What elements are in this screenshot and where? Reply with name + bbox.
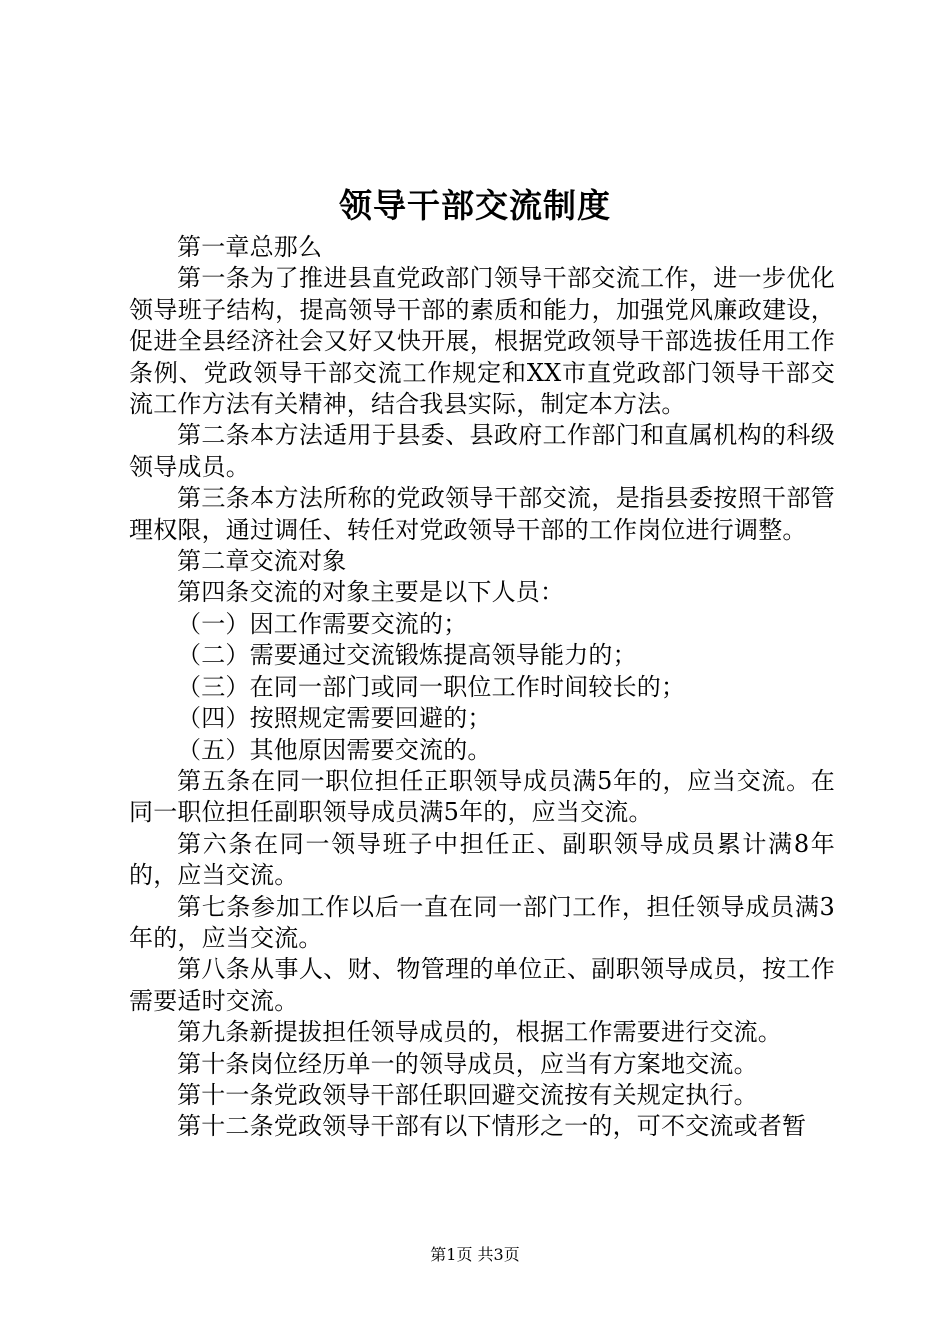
document-body — [129, 232, 835, 1143]
paragraph-article-7: 第七条参加工作以后一直在同一部门工作，担任领导成员满3年的，应当交流。 — [129, 892, 835, 952]
paragraph-article-11: 第十一条党政领导干部任职回避交流按有关规定执行。 — [177, 1080, 758, 1109]
list-item-5: （五）其他原因需要交流的。 — [177, 735, 492, 764]
document-title: 领导干部交流制度 — [339, 186, 611, 225]
paragraph-article-12: 第十二条党政领导干部有以下情形之一的，可不交流或者暂 — [177, 1112, 807, 1141]
page-number-footer: 第1页 共3页 — [430, 1245, 520, 1264]
list-item-1: （一）因工作需要交流的； — [177, 609, 468, 638]
paragraph-article-3: 第三条本方法所称的党政领导干部交流，是指县委按照干部管理权限，通过调任、转任对党政领导干部的工作岗位进行调整。 — [129, 484, 835, 544]
paragraph-article-8: 第八条从事人、财、物管理的单位正、副职领导成员，按工作需要适时交流。 — [129, 955, 835, 1015]
paragraph-article-2: 第二条本方法适用于县委、县政府工作部门和直属机构的科级领导成员。 — [129, 421, 835, 481]
paragraph-article-10: 第十条岗位经历单一的领导成员，应当有方案地交流。 — [177, 1049, 758, 1078]
paragraph-article-1: 第一条为了推进县直党政部门领导干部交流工作，进一步优化领导班子结构，提高领导干部的素质和能力，加强党风廉政建设，促进全县经济社会又好又快开展，根据党政领导干部选拔任用工作条例、党政领导干部交流工作规定和XX市直党政部门领导干部交流工作方法有关精神，结合我县实际，制定本方法。 — [129, 264, 835, 419]
paragraph-article-4: 第四条交流的对象主要是以下人员： — [177, 578, 565, 607]
paragraph-chapter-2: 第二章交流对象 — [177, 547, 347, 576]
paragraph-article-5: 第五条在同一职位担任正职领导成员满5年的，应当交流。在同一职位担任副职领导成员满5年的，应当交流。 — [129, 766, 835, 827]
list-item-2: （二）需要通过交流锻炼提高领导能力的； — [177, 641, 637, 670]
paragraph-article-6: 第六条在同一领导班子中担任正、副职领导成员累计满8年的，应当交流。 — [129, 829, 835, 890]
paragraph-chapter-1: 第一章总那么 — [177, 233, 323, 261]
paragraph-article-9: 第九条新提拔担任领导成员的，根据工作需要进行交流。 — [177, 1018, 782, 1047]
list-item-4: （四）按照规定需要回避的； — [177, 704, 492, 733]
list-item-3: （三）在同一部门或同一职位工作时间较长的； — [177, 672, 686, 701]
